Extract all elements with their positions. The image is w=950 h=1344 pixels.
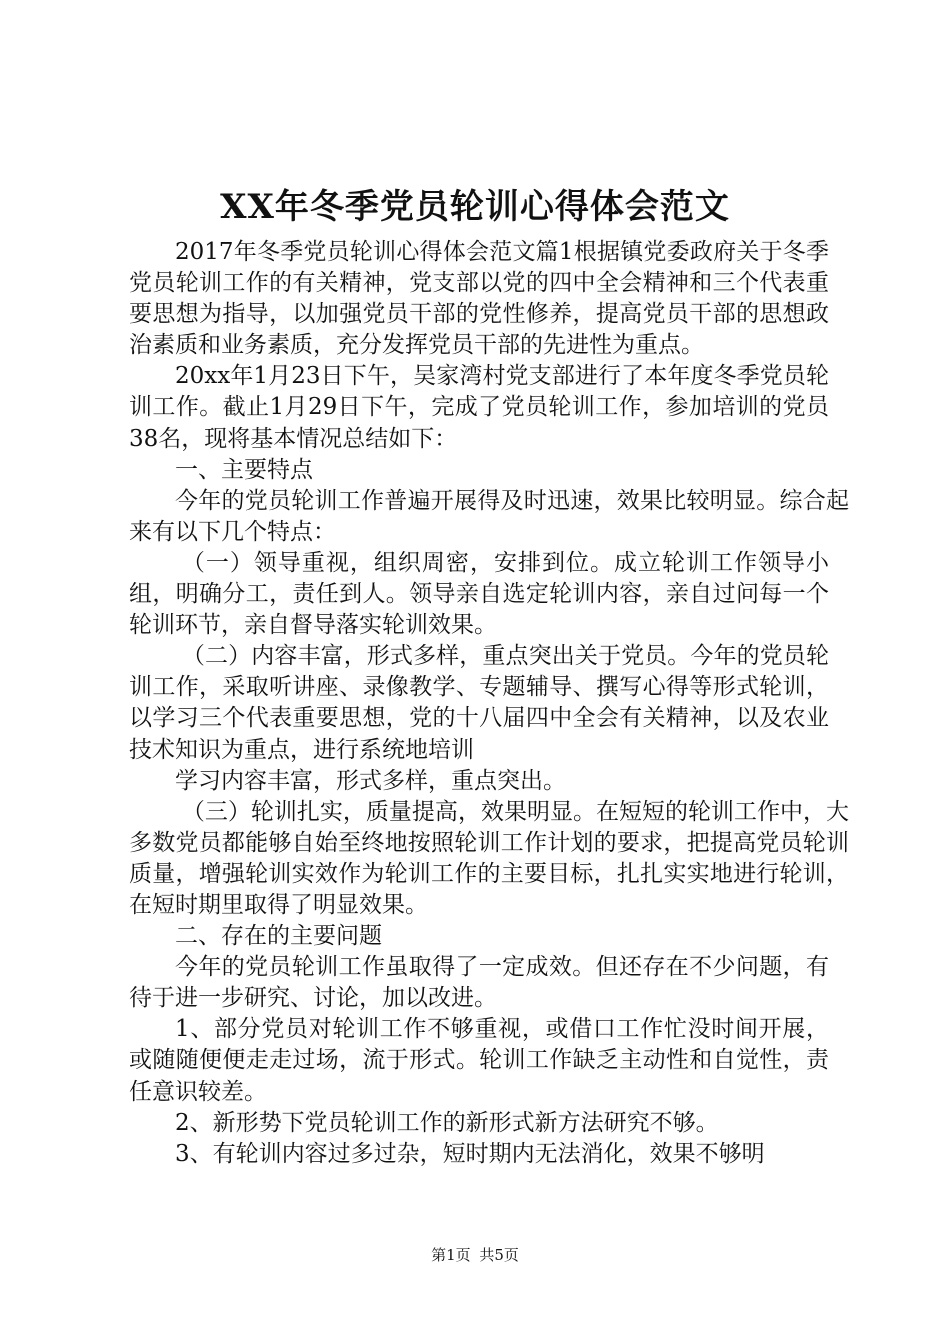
section-heading-features: 一、主要特点 — [175, 456, 313, 483]
document-body — [129, 237, 849, 1170]
page-total: 共5页 — [479, 1246, 519, 1264]
paragraph-summary: 20xx年1月23日下午，吴家湾村党支部进行了本年度冬季党员轮训工作。截止1月29日下午，完成了党员轮训工作，参加培训的党员38名，现将基本情况总结如下： — [129, 363, 829, 452]
paragraph-problem-1: 1、部分党员对轮训工作不够重视，或借口工作忙没时间开展，或随随便便走走过场，流于形式。轮训工作缺乏主动性和自觉性，责任意识较差。 — [129, 1016, 829, 1105]
paragraph-problems-overview: 今年的党员轮训工作虽取得了一定成效。但还存在不少问题，有待于进一步研究、讨论，加以改进。 — [129, 954, 829, 1012]
paragraph-feature-1: （一）领导重视，组织周密，安排到位。成立轮训工作领导小组，明确分工，责任到人。领导亲自选定轮训内容，亲自过问每一个轮训环节，亲自督导落实轮训效果。 — [129, 549, 829, 639]
section-heading-problems: 二、存在的主要问题 — [175, 923, 382, 950]
paragraph-feature-2: （二）内容丰富，形式多样，重点突出关于党员。今年的党员轮训工作，采取听讲座、录像教学、专题辅导、撰写心得等形式轮训，以学习三个代表重要思想，党的十八届四中全会有关精神，以及农业技术知识为重点，进行系统地培训 — [129, 643, 829, 763]
paragraph-intro: 2017年冬季党员轮训心得体会范文篇1根据镇党委政府关于冬季党员轮训工作的有关精神，党支部以党的四中全会精神和三个代表重要思想为指导，以加强党员干部的党性修养，提高党员干部的思想政治素质和业务素质，充分发挥党员干部的先进性为重点。 — [129, 239, 829, 359]
page-number: 第1页 — [431, 1246, 471, 1264]
paragraph-feature-3: （三）轮训扎实，质量提高，效果明显。在短短的轮训工作中，大多数党员都能够自始至终地按照轮训工作计划的要求，把提高党员轮训质量，增强轮训实效作为轮训工作的主要目标，扎扎实实地进行轮训，在短时期里取得了明显效果。 — [129, 798, 849, 918]
page-footer — [0, 1244, 950, 1266]
paragraph-problem-3: 3、有轮训内容过多过杂，短时期内无法消化，效果不够明 — [175, 1140, 765, 1167]
paragraph-feature-2-cont: 学习内容丰富，形式多样，重点突出。 — [175, 767, 566, 794]
paragraph-features-overview: 今年的党员轮训工作普遍开展得及时迅速，效果比较明显。综合起来有以下几个特点： — [129, 487, 849, 545]
paragraph-problem-2: 2、新形势下党员轮训工作的新形式新方法研究不够。 — [175, 1109, 719, 1136]
document-title: XX年冬季党员轮训心得体会范文 — [220, 187, 730, 227]
